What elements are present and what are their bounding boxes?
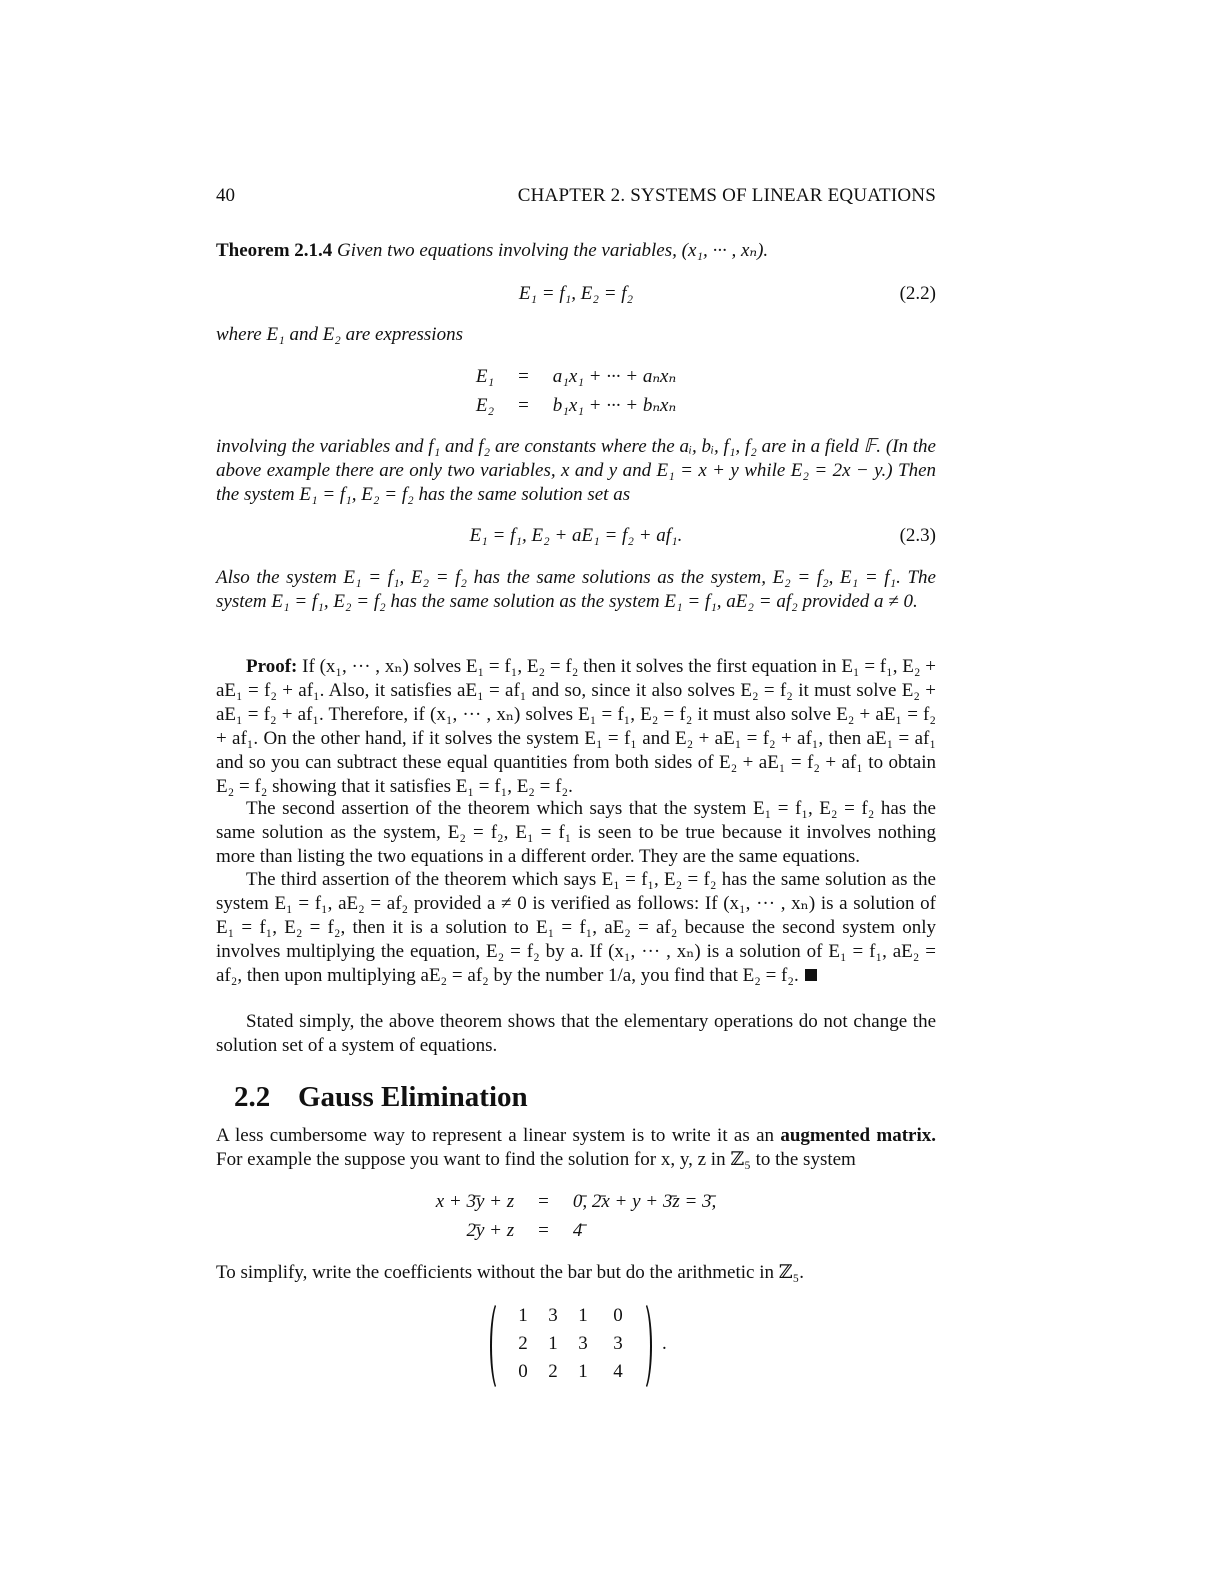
matrix-cell: 1	[578, 1305, 588, 1326]
expression-lhs: E₁	[475, 365, 495, 387]
equation-2-2-body: E₁ = f₁, E₂ = f₂	[518, 283, 634, 304]
system-lhs: x + 3̄y + z	[435, 1190, 515, 1212]
equation-2-2	[216, 282, 936, 310]
matrix-cell: 3	[548, 1305, 558, 1326]
theorem-paragraph-1: involving the variables and f₁ and f₂ are constants where the aᵢ, bᵢ, f₁, f₂ are in a field 𝔽. (In the above example there are only two variables, x and y and E₁ = x + y while E₂ = 2x − y.) Then the system E₁ = f₁, E₂ = f₂ has the same solution set as	[216, 436, 936, 505]
augmented-matrix	[490, 1300, 680, 1390]
page-header	[216, 184, 936, 208]
matrix-cell: 0	[518, 1361, 528, 1382]
matrix-cell: 1	[518, 1305, 528, 1326]
page	[216, 0, 936, 1584]
expression-rel: =	[518, 365, 529, 387]
proof-paragraph-3	[216, 868, 936, 988]
proof-paragraph-1	[216, 655, 936, 799]
section-heading	[234, 1080, 528, 1114]
proof-label: Proof:	[246, 656, 298, 677]
matrix-period: .	[662, 1333, 667, 1354]
matrix-cell: 2	[548, 1361, 558, 1382]
system-row	[426, 1216, 727, 1245]
system-row	[426, 1187, 727, 1216]
theorem-heading-line	[216, 239, 936, 263]
running-head: CHAPTER 2. SYSTEMS OF LINEAR EQUATIONS	[517, 185, 936, 206]
page-number: 40	[216, 185, 235, 206]
matrix-cell: 3	[578, 1333, 588, 1354]
system-rel: =	[538, 1190, 549, 1212]
augmented-matrix-term: augmented matrix.	[780, 1125, 936, 1146]
section-intro-text-a: A less cumbersome way to represent a linear system is to write it as an	[216, 1125, 781, 1146]
proof-text-1: If (x₁, ··· , xₙ) solves E₁ = f₁, E₂ = f₂ then it solves the first equation in E₁ = f₁, E₂ + aE₁ = f₂ + af₁. Also, it satisfies aE₁ = af₁ and so, since it also solves E₂ = f₂ it must solve E₂ + aE₁ = f₂ + af₁. Therefore, if (x₁, ··· , xₙ) solves E₁ = f₁, E₂ = f₂ it must also solve E₂ + aE₁ = f₂ + af₁. On the other hand, if it solves the system E₁ = f₁ and E₂ + aE₁ = f₂ + af₁, then aE₁ = af₁ and so you can subtract these equal quantities from both sides of E₂ + aE₁ = f₂ + af₁ to obtain E₂ = f₂ showing that it satisfies E₁ = f₁, E₂ = f₂.	[216, 656, 937, 797]
simplify-line: To simplify, write the coefficients without the bar but do the arithmetic in ℤ₅.	[216, 1262, 804, 1283]
where-line: where E₁ and E₂ are expressions	[216, 324, 463, 345]
section-title: Gauss Elimination	[298, 1081, 528, 1113]
matrix-row	[508, 1330, 638, 1358]
right-paren	[634, 1300, 652, 1392]
section-number: 2.2	[234, 1081, 271, 1113]
theorem-label: Theorem 2.1.4	[216, 240, 333, 261]
equation-2-3-body: E₁ = f₁, E₂ + aE₁ = f₂ + af₁.	[469, 525, 683, 546]
theorem-paragraph-2: Also the system E₁ = f₁, E₂ = f₂ has the same solutions as the system, E₂ = f₂, E₁ = f₁. The system E₁ = f₁, E₂ = f₂ has the same solution as the system E₁ = f₁, aE₂ = af₂ provided a ≠ 0.	[216, 567, 936, 612]
equation-2-2-number: (2.2)	[899, 283, 936, 304]
qed-square-icon	[805, 969, 817, 981]
equation-2-3	[216, 524, 936, 552]
matrix-cell: 1	[548, 1333, 558, 1354]
expression-lhs: E₂	[475, 394, 495, 416]
system-rhs: 0̄, 2̄x + y + 3̄z = 3̄,	[572, 1190, 717, 1212]
equation-2-3-number: (2.3)	[899, 525, 936, 546]
matrix-row	[508, 1358, 638, 1386]
expression-rhs: b₁x₁ + ··· + bₙxₙ	[552, 394, 677, 416]
expression-rhs: a₁x₁ + ··· + aₙxₙ	[552, 365, 677, 387]
matrix-cell: 3	[613, 1333, 623, 1354]
system-array	[216, 1187, 936, 1245]
system-rhs: 4̄	[572, 1219, 583, 1241]
proof-paragraph-4: Stated simply, the above theorem shows that the elementary operations do not change the solution set of a system of equations.	[216, 1011, 936, 1056]
section-intro	[216, 1124, 936, 1172]
matrix-cell: 4	[613, 1361, 623, 1382]
matrix-cell: 1	[578, 1361, 588, 1382]
system-rel: =	[538, 1219, 549, 1241]
expression-row	[466, 391, 686, 420]
matrix-row	[508, 1302, 638, 1330]
expression-rel: =	[518, 394, 529, 416]
left-paren	[490, 1300, 508, 1392]
theorem-intro: Given two equations involving the variables, (x₁, ··· , xₙ).	[337, 240, 769, 261]
system-lhs: 2̄y + z	[466, 1219, 515, 1241]
matrix-cell: 0	[613, 1305, 623, 1326]
expression-row	[466, 362, 686, 391]
proof-text-3: The third assertion of the theorem which says E₁ = f₁, E₂ = f₂ has the same solution as the system E₁ = f₁, aE₂ = af₂ provided a ≠ 0 is verified as follows: If (x₁, ··· , xₙ) is a solution of E₁ = f₁, E₂ = f₂, then it is a solution to E₁ = f₁, aE₂ = af₂ because the second system only involves multiplying the equation, E₂ = f₂ by a. If (x₁, ··· , xₙ) is a solution of E₁ = f₁, aE₂ = af₂, then upon multiplying aE₂ = af₂ by the number 1/a, you find that E₂ = f₂.	[216, 869, 936, 986]
section-intro-text-b: For example the suppose you want to find the solution for x, y, z in ℤ₅ to the system	[216, 1149, 856, 1170]
matrix-cell: 2	[518, 1333, 528, 1354]
proof-paragraph-2: The second assertion of the theorem which says that the system E₁ = f₁, E₂ = f₂ has the same solution as the system, E₂ = f₂, E₁ = f₁ is seen to be true because it involves nothing more than listing the two equations in a different order. They are the same equations.	[216, 798, 936, 867]
expression-array	[216, 362, 936, 420]
